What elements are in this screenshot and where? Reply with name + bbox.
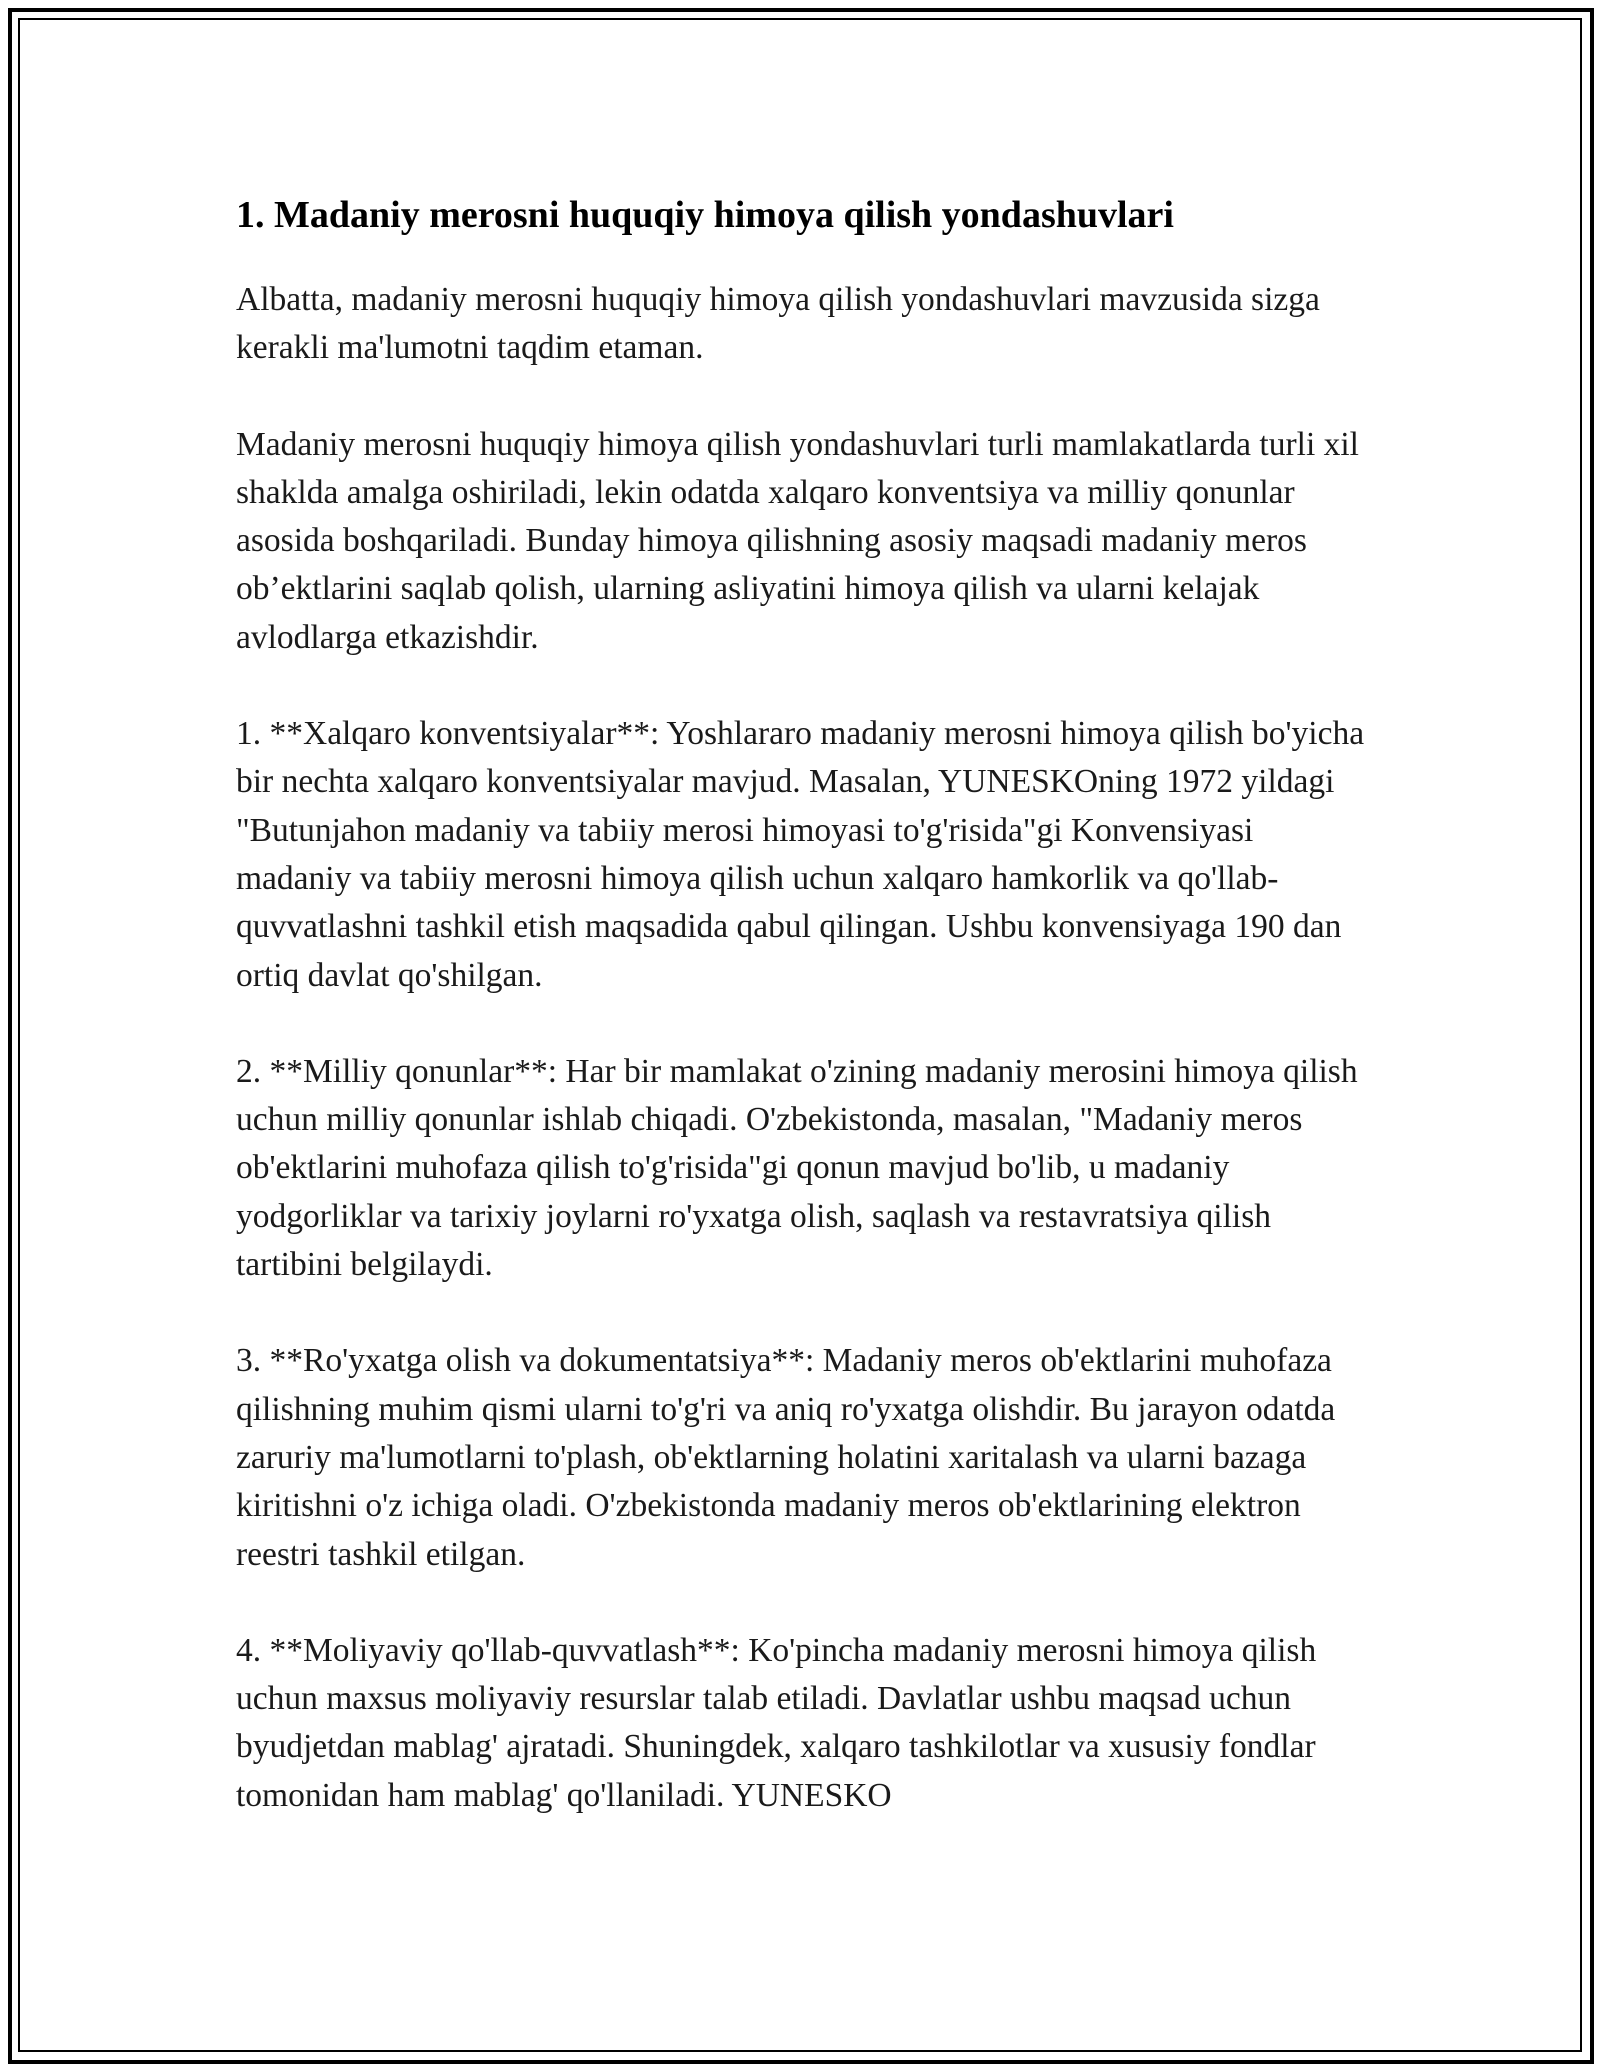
list-item-national-laws: 2. **Milliy qonunlar**: Har bir mamlakat o'zining madaniy merosini himoya qilish uchun milliy qonunlar ishlab chiqadi. O'zbekistonda, masalan, "Madaniy meros ob'ektlarini muhofaza qilish to'g'risida"gi qonun mavjud bo'lib, u madaniy yodgorliklar va tarixiy joylarni ro'yxatga olish, saqlash va restavratsiya qilish tartibini belgilaydi.	[236, 1052, 1358, 1284]
list-item-registration-documentation: 3. **Ro'yxatga olish va dokumentatsiya**: Madaniy meros ob'ektlarini muhofaza qilishning muhim qismi ularni to'g'ri va aniq ro'yxatga olishdir. Bu jarayon odatda zaruriy ma'lumotlarni to'plash, ob'ektlarning holatini xaritalash va ularni bazaga kiritishni o'z ichiga oladi. O'zbekistonda madaniy meros ob'ektlarining elektron reestri tashkil etilgan.	[236, 1342, 1336, 1573]
list-item-financial-support: 4. **Moliyaviy qo'llab-quvvatlash**: Ko'pincha madaniy merosni himoya qilish uchun maxsus moliyaviy resurslar talab etiladi. Davlatlar ushbu maqsad uchun byudjetdan mablag' ajratadi. Shuningdek, xalqaro tashkilotlar va xususiy fondlar tomonidan ham mablag' qo'llaniladi. YUNESKO	[236, 1631, 1317, 1814]
section-heading: 1. Madaniy merosni huquqiy himoya qilish yondashuvlari	[236, 194, 1174, 236]
intro-paragraph: Albatta, madaniy merosni huquqiy himoya qilish yondashuvlari mavzusida sizga kerakli ma'lumotni taqdim etaman.	[236, 281, 1320, 367]
overview-paragraph: Madaniy merosni huquqiy himoya qilish yondashuvlari turli mamlakatlarda turli xil shaklda amalga oshiriladi, lekin odatda xalqaro konventsiya va milliy qonunlar asosida boshqariladi. Bunday himoya qilishning asosiy maqsadi madaniy meros ob’ektlarini saqlab qolish, ularning asliyatini himoya qilish va ularni kelajak avlodlarga etkazishdir.	[236, 425, 1359, 656]
document-body	[236, 186, 1376, 1868]
list-item-international-conventions: 1. **Xalqaro konventsiyalar**: Yoshlararo madaniy merosni himoya qilish bo'yicha bir nechta xalqaro konventsiyalar mavjud. Masalan, YUNESKOning 1972 yildagi "Butunjahon madaniy va tabiiy merosi himoyasi to'g'risida"gi Konvensiyasi madaniy va tabiiy merosni himoya qilish uchun xalqaro hamkorlik va qo'llab-quvvatlashni tashkil etish maqsadida qabul qilingan. Ushbu konvensiyaga 190 dan ortiq davlat qo'shilgan.	[236, 715, 1365, 994]
